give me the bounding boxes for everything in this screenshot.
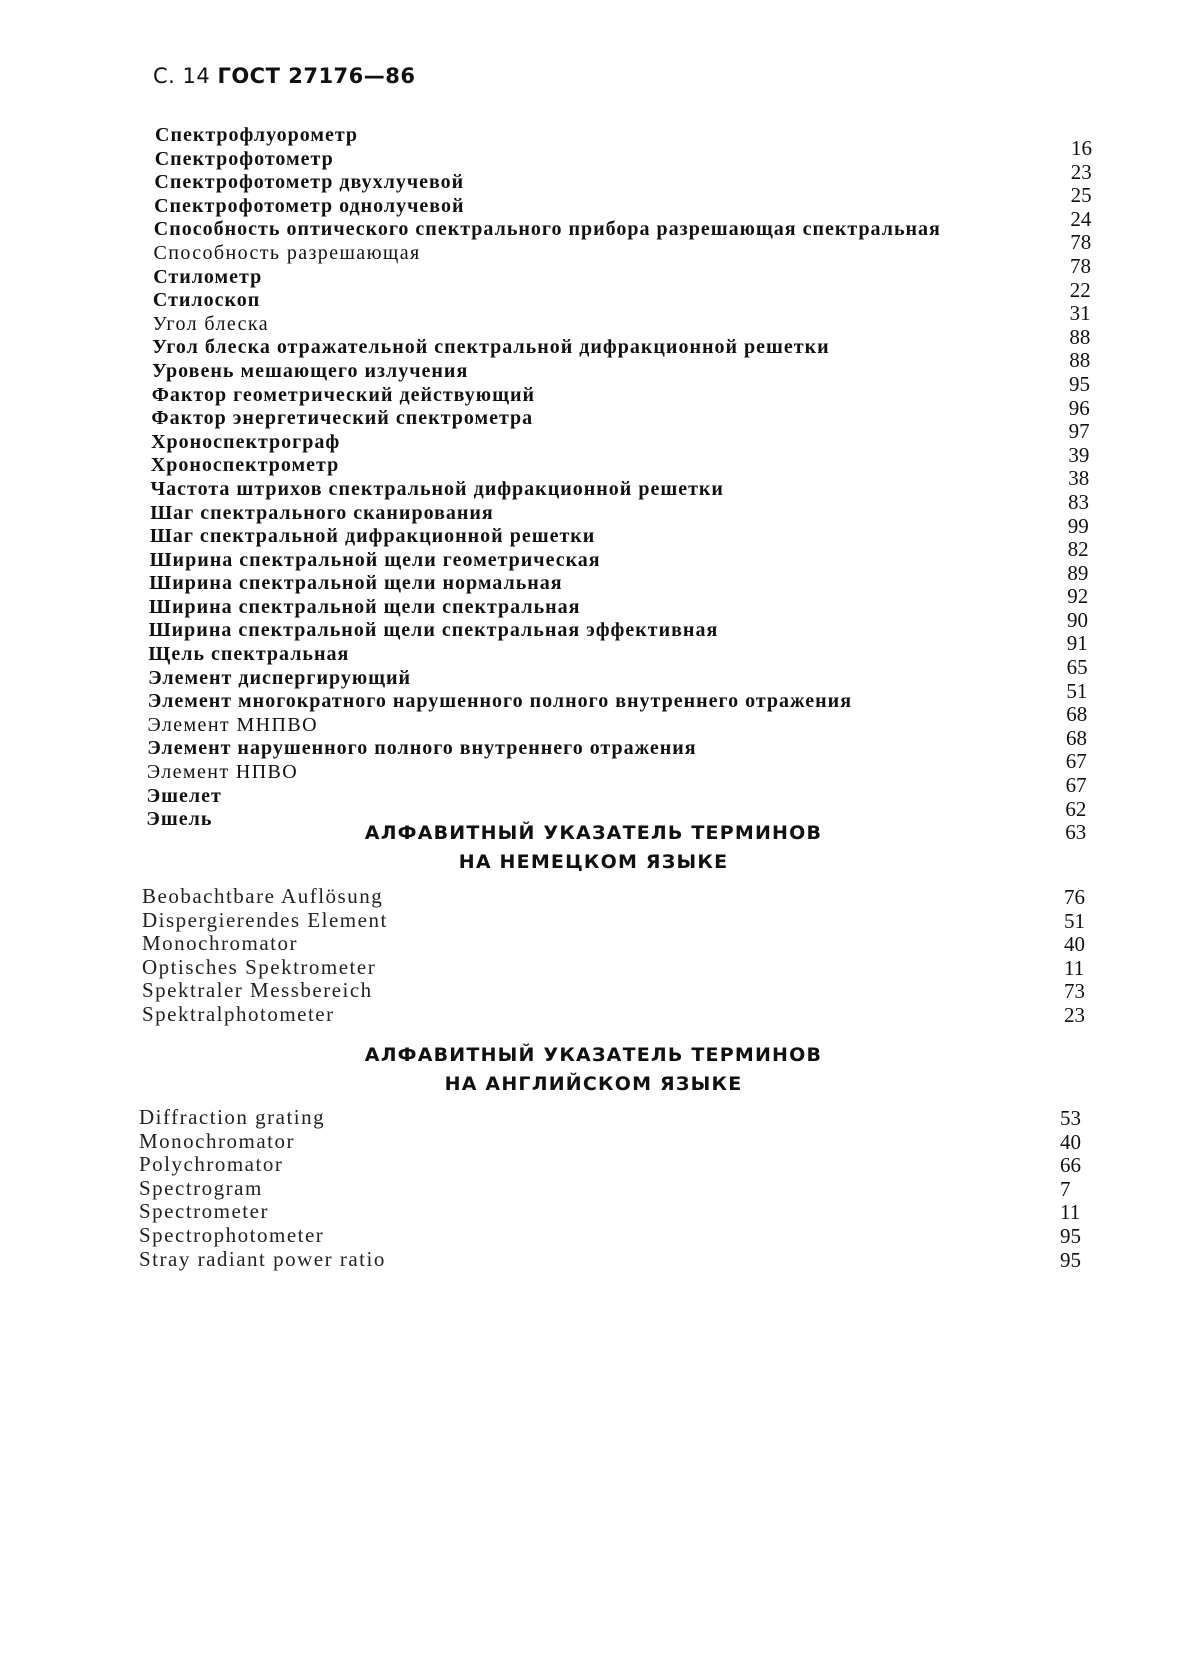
- index-term: Dispergierendes Element: [142, 907, 388, 932]
- index-entry: [0, 978, 1187, 1002]
- index-term-number: 67: [1065, 773, 1087, 798]
- index-entry: [0, 908, 1187, 932]
- index-term: Фактор энергетический спектрометра: [151, 407, 534, 430]
- page-label: С. 14: [153, 64, 211, 88]
- german-term-list: [0, 884, 1187, 1025]
- index-term-number: 38: [1068, 466, 1090, 491]
- index-term-number: 76: [1064, 885, 1085, 909]
- index-term: Спектрофлуорометр: [155, 124, 359, 146]
- index-entry: [0, 1129, 1187, 1153]
- index-term-number: 25: [1070, 183, 1092, 208]
- index-term: Polychromator: [139, 1152, 284, 1177]
- index-term-number: 91: [1066, 631, 1088, 656]
- index-term-number: 40: [1064, 932, 1085, 956]
- index-term-number: 51: [1064, 908, 1085, 933]
- index-entry: [0, 1152, 1187, 1176]
- index-entry: [0, 1199, 1187, 1223]
- index-term: Стилоскоп: [152, 289, 261, 312]
- page-header: [153, 64, 416, 88]
- index-term-number: 11: [1060, 1200, 1081, 1225]
- index-entry: [0, 1002, 1187, 1026]
- index-term-number: 78: [1070, 253, 1091, 278]
- index-term-number: 31: [1069, 301, 1091, 326]
- index-term: Monochromator: [142, 931, 298, 955]
- index-term-number: 97: [1068, 419, 1090, 444]
- index-term-number: 67: [1065, 749, 1087, 774]
- index-term-number: 73: [1064, 979, 1085, 1003]
- index-term-number: 68: [1066, 702, 1088, 727]
- standard-number: ГОСТ 27176—86: [217, 64, 416, 88]
- index-term: Способность разрешающая: [153, 241, 421, 264]
- index-term: Эшель: [146, 808, 213, 831]
- index-term: Уровень мешающего излучения: [152, 359, 469, 382]
- index-term-number: 66: [1060, 1153, 1081, 1178]
- index-term-number: 62: [1065, 796, 1087, 821]
- index-term: Ширина спектральной щели нормальная: [149, 572, 563, 595]
- index-term: Спектрофотометр двухлучевой: [154, 171, 465, 194]
- index-term-number: 63: [1065, 820, 1087, 845]
- index-term-number: 92: [1067, 584, 1089, 609]
- index-term-number: 39: [1068, 442, 1090, 467]
- index-term: Diffraction grating: [139, 1105, 326, 1129]
- index-term: Monochromator: [139, 1128, 295, 1153]
- index-term-number: 88: [1069, 348, 1091, 373]
- index-entry: [0, 884, 1187, 908]
- index-entry: [0, 931, 1187, 955]
- index-term-number: 24: [1070, 206, 1092, 231]
- index-term: Spektralphotometer: [142, 1001, 335, 1026]
- english-term-index: [0, 1105, 1187, 1270]
- index-term: Spectrometer: [139, 1199, 269, 1224]
- index-term-number: 95: [1060, 1247, 1081, 1272]
- english-term-list: [0, 1105, 1187, 1270]
- index-term: Шаг спектральной дифракционной решетки: [149, 525, 596, 548]
- index-term-number: 11: [1064, 955, 1085, 980]
- german-index-heading-line2: НА НЕМЕЦКОМ ЯЗЫКЕ: [458, 851, 729, 873]
- index-term: Элемент НПВО: [146, 761, 299, 784]
- index-entry: [0, 955, 1187, 979]
- index-term-number: 65: [1066, 655, 1088, 680]
- index-term: Optisches Spektrometer: [142, 954, 377, 979]
- index-term: Хроноспектрометр: [150, 454, 340, 477]
- index-term: Spektraler Messbereich: [142, 978, 373, 1002]
- index-term-number: 90: [1067, 607, 1088, 632]
- english-index-heading-line1: АЛФАВИТНЫЙ УКАЗАТЕЛЬ ТЕРМИНОВ: [364, 1044, 823, 1066]
- index-term: Стилометр: [153, 265, 263, 288]
- english-index-heading-line2: НА АНГЛИЙСКОМ ЯЗЫКЕ: [444, 1073, 743, 1095]
- german-term-index: [0, 884, 1187, 1025]
- index-term: Элемент многократного нарушенного полного внутреннего отражения: [147, 690, 853, 713]
- index-term-number: 99: [1067, 513, 1089, 538]
- german-index-heading-line1: АЛФАВИТНЫЙ УКАЗАТЕЛЬ ТЕРМИНОВ: [364, 822, 823, 844]
- index-term: Spectrophotometer: [139, 1222, 325, 1247]
- index-term-number: 68: [1066, 725, 1087, 750]
- index-term: Шаг спектрального сканирования: [150, 501, 494, 524]
- index-term: Способность оптического спектрального прибора разрешающая спектральная: [153, 218, 941, 241]
- index-term: Фактор геометрический действующий: [151, 383, 535, 406]
- index-term-number: 23: [1064, 1002, 1085, 1027]
- index-term-number: 95: [1069, 371, 1090, 396]
- index-term-number: 51: [1066, 678, 1088, 703]
- index-entry: [0, 1247, 1187, 1271]
- index-term: Частота штрихов спектральной дифракционной решетки: [150, 477, 724, 500]
- index-term-number: 40: [1060, 1129, 1081, 1154]
- index-term: Угол блеска: [152, 312, 270, 335]
- index-term: Эшелет: [146, 784, 222, 807]
- index-term-number: 53: [1060, 1106, 1081, 1130]
- index-term: Ширина спектральной щели спектральная: [149, 595, 581, 618]
- index-term: Щель спектральная: [148, 643, 350, 666]
- index-term-number: 88: [1069, 324, 1091, 349]
- index-entry: [0, 1105, 1187, 1129]
- index-term: Хроноспектрограф: [151, 430, 341, 453]
- index-term: Угол блеска отражательной спектральной дифракционной решетки: [152, 336, 830, 359]
- index-term-number: 89: [1067, 560, 1089, 585]
- index-term-number: 83: [1068, 489, 1089, 514]
- index-term: Ширина спектральной щели геометрическая: [149, 548, 601, 571]
- index-term: Stray radiant power ratio: [139, 1246, 386, 1271]
- index-term-number: 78: [1070, 230, 1092, 255]
- index-term: Элемент МНПВО: [147, 713, 318, 736]
- index-term-number: 96: [1068, 395, 1090, 420]
- index-term-number: 23: [1070, 159, 1092, 184]
- index-term: Спектрофотометр однолучевой: [154, 194, 465, 217]
- index-term: Элемент диспергирующий: [148, 666, 412, 689]
- index-term-number: 95: [1060, 1223, 1081, 1248]
- index-term: Beobachtbare Auflösung: [142, 884, 384, 908]
- index-term-number: 16: [1071, 136, 1092, 160]
- index-term: Ширина спектральной щели спектральная эффективная: [148, 619, 719, 642]
- index-term-number: 22: [1069, 277, 1091, 302]
- index-term: Спектрофотометр: [154, 147, 334, 170]
- index-term-number: 82: [1067, 537, 1089, 562]
- index-term-number: 7: [1060, 1176, 1071, 1201]
- index-term: Элемент нарушенного полного внутреннего отражения: [147, 737, 697, 760]
- index-term: Spectrogram: [139, 1175, 263, 1200]
- index-entry: [0, 1223, 1187, 1247]
- index-entry: [0, 1176, 1187, 1200]
